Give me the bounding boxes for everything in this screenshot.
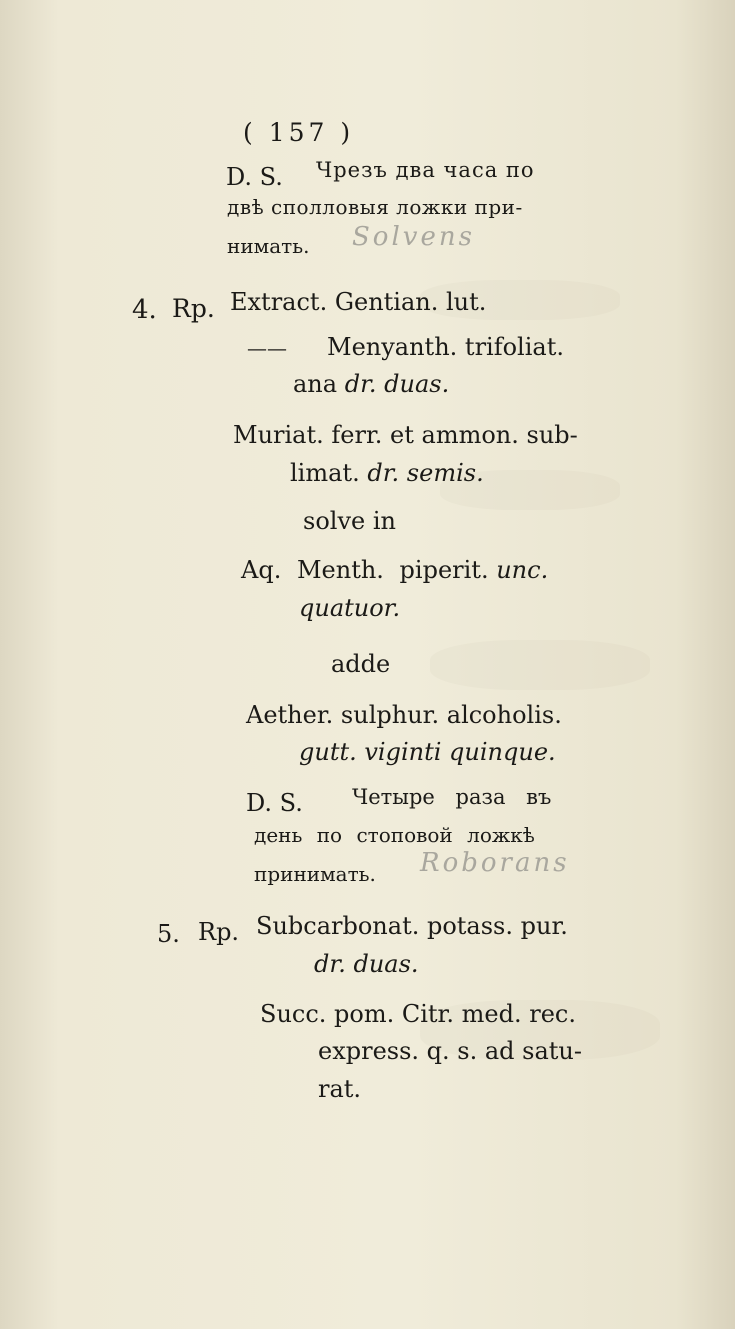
- ingredient-plain: Aq. Menth. piperit.: [241, 556, 489, 584]
- recipe-number: 4.: [132, 295, 157, 325]
- ingredient-line: Aether. sulphur. alcoholis.: [246, 701, 562, 729]
- ingredient-line: express. q. s. ad satu-: [318, 1037, 582, 1065]
- dose-line: [290, 461, 484, 485]
- dose-line: quatuor.: [299, 594, 401, 622]
- rp-label: Rp.: [198, 918, 240, 946]
- dose-italic: dr. semis.: [367, 459, 484, 487]
- ingredient-line: Muriat. ferr. et ammon. sub-: [233, 421, 578, 449]
- dose-line: dr. duas.: [314, 950, 419, 978]
- text-line: нимать.: [227, 234, 310, 258]
- text-line: день по стоповой ложкѣ: [254, 823, 535, 847]
- ingredient-line: rat.: [318, 1075, 362, 1103]
- dose-line: gutt. viginti quinque.: [299, 738, 556, 766]
- handwritten-annotation: Solvens: [352, 222, 475, 252]
- bleed-through-mark: [430, 640, 650, 690]
- dose-plain: ana: [293, 370, 338, 398]
- ingredient-line: Extract. Gentian. lut.: [230, 288, 487, 316]
- dose-italic: unc.: [496, 556, 549, 584]
- instruction-line: adde: [331, 650, 391, 678]
- instruction-line: solve in: [303, 507, 396, 535]
- page-number: ( 157 ): [243, 118, 355, 147]
- ingredient-line: [241, 558, 548, 582]
- recipe-number: 5.: [157, 920, 180, 948]
- ditto-dash: ——: [247, 336, 287, 360]
- text-line: Чрезъ два часа по: [316, 158, 535, 182]
- dose-italic: dr. duas.: [344, 370, 450, 398]
- dose-line: [293, 372, 449, 396]
- dose-plain: limat.: [290, 459, 360, 487]
- text-line: двѣ сполловыя ложки при-: [227, 195, 523, 219]
- handwritten-annotation: Roborans: [420, 848, 570, 878]
- ds-label: D. S.: [226, 163, 283, 191]
- ingredient-line: Subcarbonat. potass. pur.: [256, 912, 568, 940]
- ds-label: D. S.: [246, 789, 303, 817]
- ingredient-line: Menyanth. trifoliat.: [327, 333, 564, 361]
- rp-label: Rp.: [172, 294, 215, 323]
- text-line: принимать.: [254, 862, 376, 886]
- ingredient-line: Succ. pom. Citr. med. rec.: [260, 1000, 576, 1028]
- text-line: Четыре раза въ: [352, 785, 552, 809]
